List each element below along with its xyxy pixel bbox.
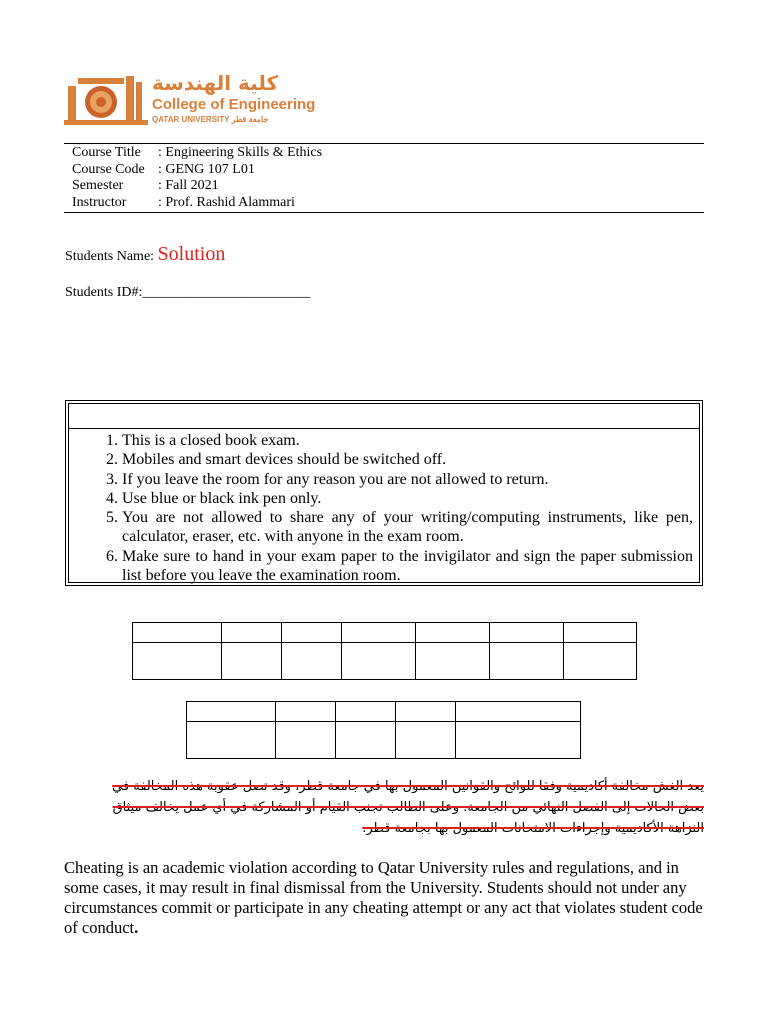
instruction-item: 3. If you leave the room for any reason you are not allowed to return. <box>122 470 693 489</box>
course-title-value: : Engineering Skills & Ethics <box>158 145 323 160</box>
instructions-list <box>69 431 699 585</box>
arabic-notice-line: يعد الغش مخالفة أكاديمية وفقا للوائح والقوانين المعمول بها في جامعة قطر، وقد تصل عقوبة هذه المخالفة في <box>112 779 704 794</box>
grade-cell[interactable] <box>564 643 637 680</box>
grade-cell[interactable] <box>336 722 396 759</box>
grade-cell <box>456 702 581 722</box>
top-rule <box>64 143 704 144</box>
course-info-row <box>72 145 322 162</box>
course-info-row <box>72 162 322 179</box>
logo-english-text: College of Engineering <box>152 96 316 113</box>
logo-university-text: QATAR UNIVERSITY جامعة قطر <box>152 115 269 124</box>
grade-cell[interactable] <box>396 722 456 759</box>
grade-cell[interactable] <box>416 643 490 680</box>
grade-cell <box>396 702 456 722</box>
grade-cell[interactable] <box>187 722 276 759</box>
grade-table-1 <box>132 622 637 680</box>
grade-cell <box>564 623 637 643</box>
grade-table-score-row <box>133 643 637 680</box>
college-emblem-icon <box>64 74 148 126</box>
instruction-item: 5. You are not allowed to share any of your writing/computing instruments, like pen, calculator, eraser, etc. with anyone in the exam room. <box>122 508 693 547</box>
student-name-value: Solution <box>157 243 226 265</box>
grade-cell[interactable] <box>222 643 282 680</box>
grade-cell[interactable] <box>456 722 581 759</box>
course-info-row <box>72 178 322 195</box>
logo-arabic-text: كلية الهندسة <box>152 71 279 95</box>
grade-cell <box>133 623 222 643</box>
arabic-notice-line: بعض الحالات إلى الفصل النهائي من الجامعة. وعلى الطالب تجنب القيام أو المشاركة في أي عمل يخالف ميثاق <box>112 800 704 815</box>
grade-table-header-row <box>187 702 581 722</box>
grade-table-2 <box>186 701 581 759</box>
english-notice-end: . <box>134 918 139 937</box>
grade-table-header-row <box>133 623 637 643</box>
grade-cell <box>282 623 342 643</box>
student-name-field[interactable] <box>65 243 225 266</box>
instruction-item: 4. Use blue or black ink pen only. <box>122 489 693 508</box>
grade-cell <box>187 702 276 722</box>
student-id-field[interactable]: Students ID#:________________________ <box>65 285 311 300</box>
grade-table-score-row <box>187 722 581 759</box>
course-info-row <box>72 195 322 212</box>
instruction-item: 2. Mobiles and smart devices should be switched off. <box>122 450 693 469</box>
course-code-label: Course Code <box>72 161 145 177</box>
course-title-label: Course Title <box>72 145 141 160</box>
grade-cell <box>336 702 396 722</box>
instruction-item: 1. This is a closed book exam. <box>122 431 693 450</box>
grade-cell <box>490 623 564 643</box>
arabic-notice-line: النزاهة الأكاديمية وإجراءات الامتحانات المعمول بها بجامعة قطر. <box>362 821 704 836</box>
english-cheating-notice <box>64 858 704 938</box>
bottom-rule <box>64 212 704 213</box>
grade-cell <box>342 623 416 643</box>
grade-cell <box>222 623 282 643</box>
grade-cell <box>416 623 490 643</box>
instructions-box <box>65 400 703 586</box>
semester-label: Semester <box>72 178 124 193</box>
semester-value: : Fall 2021 <box>158 178 219 193</box>
english-notice-text: Cheating is an academic violation according to Qatar University rules and regulations, and in some cases, it may result in final dismissal from the University. Students should not under any circumstances commit or participate in any cheating attempt or any act that violates student code of conduct <box>64 858 703 937</box>
grade-cell[interactable] <box>133 643 222 680</box>
course-info <box>72 145 322 211</box>
instructor-label: Instructor <box>72 194 127 210</box>
instructions-header <box>69 404 699 429</box>
instructor-value: : Prof. Rashid Alammari <box>158 194 295 210</box>
grade-cell[interactable] <box>276 722 336 759</box>
grade-cell[interactable] <box>490 643 564 680</box>
instructions-frame <box>68 403 700 583</box>
student-name-label: Students Name: <box>65 249 158 264</box>
course-code-value: : GENG 107 L01 <box>158 161 255 177</box>
grade-cell[interactable] <box>282 643 342 680</box>
instruction-item: 6. Make sure to hand in your exam paper to the invigilator and sign the paper submission list before you leave the examination room. <box>122 547 693 586</box>
college-logo <box>64 71 316 128</box>
grade-cell <box>276 702 336 722</box>
grade-cell[interactable] <box>342 643 416 680</box>
arabic-cheating-notice <box>64 776 704 839</box>
